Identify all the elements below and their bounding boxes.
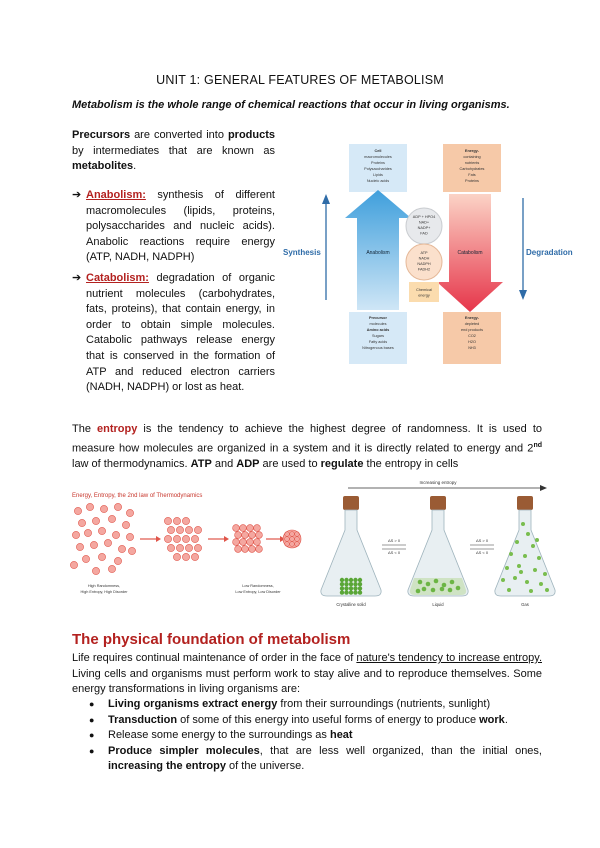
flask (495, 510, 555, 596)
diagram-box-text: Cell (374, 149, 382, 153)
arrow-bullet-icon: ➔ (72, 272, 82, 284)
catabolism-item: ➔ Catabolism: degradation of organic nutrient molecules (carbohydrates, fats, proteins), that contain energy, in order to obtain simple molecules. Catabolic pathways release energy that is conserved in the formation of ATP and reduced electron carriers (NADH, NADPH) or lost as heat. (72, 272, 275, 394)
increasing-entropy-label: Increasing entropy (419, 480, 457, 485)
particle (353, 590, 357, 594)
molecule-circle (182, 535, 189, 542)
diagram-box-text: Carbohydrates (459, 167, 485, 171)
metabolism-diagram (283, 140, 583, 368)
molecule-circle (98, 553, 105, 560)
fig-left-label-1: High Randomness, (87, 584, 121, 588)
particle (349, 590, 353, 594)
catabolism-term: Catabolism: (86, 272, 149, 284)
molecule-circle (108, 515, 115, 522)
molecule-circle (92, 567, 99, 574)
anabolism-term: Anabolism: (86, 189, 146, 201)
particle (434, 579, 439, 584)
particle (358, 582, 362, 586)
particle (533, 568, 537, 572)
flask-stopper (517, 496, 533, 510)
diagram-box-text: Sugars (371, 334, 385, 338)
particle (442, 583, 447, 588)
molecule-circle (114, 503, 121, 510)
fig-left-title: Energy, Entropy, the 2nd law of Thermodynamics (72, 493, 203, 499)
molecule-circle (126, 533, 133, 540)
molecule-circle (249, 546, 256, 553)
molecule-circle (112, 531, 119, 538)
carrier-text: NAD+ (418, 220, 430, 225)
diagram-box-text: end products (461, 328, 483, 332)
entropy-flasks-figure (318, 474, 558, 610)
molecule-circle (86, 503, 93, 510)
particle (340, 582, 344, 586)
particle (513, 576, 517, 580)
molecule-circle (122, 521, 129, 528)
particle (456, 586, 461, 591)
diagram-box-text: depleted (464, 322, 480, 326)
diagram-box-text: Fatty acids (368, 340, 388, 344)
molecule-circle (176, 544, 183, 551)
diagram-box-text: Precursor (369, 316, 387, 320)
particle (526, 532, 530, 536)
molecule-circle (249, 532, 256, 539)
molecule-circle (90, 541, 97, 548)
particle (358, 578, 362, 582)
degradation-label: Degradation (526, 248, 573, 257)
molecule-circle (176, 526, 183, 533)
molecule-circle (182, 517, 189, 524)
arrow-bullet-icon: ➔ (72, 189, 82, 201)
molecule-circle (164, 535, 171, 542)
molecule-circle (254, 525, 261, 532)
carrier-text: NADH (418, 256, 430, 261)
diagram-box-text: CO2 (468, 334, 476, 338)
carrier-text: NADP+ (417, 226, 431, 230)
particle (349, 578, 353, 582)
particle (448, 588, 453, 593)
molecule-circle (118, 545, 125, 552)
diagram-box-text: H2O (468, 340, 476, 344)
fig-right-label-2: Low Entropy, Low Disorder (235, 590, 281, 594)
list-item: ● Living organisms extract energy from their surroundings (nutrients, sunlight) (108, 697, 542, 713)
diagram-box-text: Nitrogenous bases (362, 346, 394, 350)
ds-label-4: ΔS < 0 (475, 550, 489, 555)
particle (340, 586, 344, 590)
molecule-circle (78, 519, 85, 526)
molecule-circle (98, 527, 105, 534)
molecule-circle (235, 546, 242, 553)
particle (509, 552, 513, 556)
molecule-circle (194, 544, 201, 551)
particle (545, 588, 549, 592)
diagram-box-text: nutrients (464, 161, 480, 165)
molecule-circle (185, 544, 192, 551)
particle (426, 582, 431, 587)
molecule-circle (82, 555, 89, 562)
molecule-circle (233, 525, 240, 532)
particle (517, 564, 521, 568)
molecule-circle (164, 517, 171, 524)
diagram-box-text: Amino acids (366, 328, 390, 332)
diagram-box-text: Proteins (465, 179, 479, 183)
molecule-circle (72, 531, 79, 538)
molecule-circle (256, 546, 263, 553)
particle (422, 587, 427, 592)
list-item: ● Produce simpler molecules, that are less well organized, than the initial ones, increasing the entropy of the universe. (108, 744, 542, 775)
molecule-circle (240, 539, 247, 546)
particle (344, 586, 348, 590)
molecule-circle (167, 544, 174, 551)
diagram-box-text: Nucleic acids (366, 179, 390, 183)
particle (501, 578, 505, 582)
list-item: ● Release some energy to the surroundings as heat (108, 728, 542, 744)
particle (353, 578, 357, 582)
molecule-circle (194, 526, 201, 533)
particle (519, 570, 523, 574)
diagram-box-text: macromolecules (364, 155, 392, 159)
carrier-text: NADPH (417, 262, 431, 266)
flask-stopper (430, 496, 446, 510)
carrier-text: FADH2 (417, 267, 431, 272)
particle (529, 589, 533, 593)
molecule-circle (247, 525, 254, 532)
molecule-circle (247, 539, 254, 546)
particle (525, 580, 529, 584)
particle (340, 578, 344, 582)
particle (523, 554, 527, 558)
molecule-circle (173, 553, 180, 560)
particle (450, 580, 455, 585)
molecule-circle (242, 532, 249, 539)
particle (349, 582, 353, 586)
molecule-circle (167, 526, 174, 533)
diagram-box-text: containing (463, 155, 481, 159)
section2-paragraph: Life requires continual maintenance of order in the face of nature's tendency to increase entropy. Living cells and organisms must perform work to stay alive and to reproduce themselves. Some energy transformations in living organisms are: (72, 652, 542, 696)
molecule-circle (74, 507, 81, 514)
molecule-circle (76, 543, 83, 550)
page-title: UNIT 1: GENERAL FEATURES OF METABOLISM (156, 73, 444, 87)
molecule-circle (240, 525, 247, 532)
anabolism-label: Anabolism (366, 250, 390, 256)
particle (353, 582, 357, 586)
particle (521, 522, 525, 526)
particle (344, 578, 348, 582)
flask-label-gas: Gas (521, 602, 529, 607)
particle (543, 572, 547, 576)
molecule-circle (173, 535, 180, 542)
diagram-box-text: Polysaccharides (364, 167, 392, 171)
particle (440, 587, 445, 592)
diagram-box-text: Fats (468, 173, 476, 177)
particle (358, 586, 362, 590)
particle (358, 590, 362, 594)
chemical-energy-text: energy (418, 293, 430, 298)
molecule-circle (242, 546, 249, 553)
carrier-text: ADP + HPO4 (412, 215, 436, 219)
definition: Metabolism is the whole range of chemical reactions that occur in living organisms. (72, 99, 510, 111)
flask-label-solid: Crystalline solid (336, 602, 366, 607)
list-item: ● Transduction of some of this energy into useful forms of energy to produce work. (108, 713, 542, 729)
molecule-circle (191, 553, 198, 560)
particle (344, 582, 348, 586)
chemical-energy-text: Chemical (416, 288, 432, 292)
molecule-circle (173, 517, 180, 524)
particle (505, 566, 509, 570)
diagram-box-text: Lipids (373, 173, 383, 177)
entropy-paragraph: The entropy is the tendency to achieve the highest degree of randomness. It is used to measure how molecules are organized in a system and it is directly related to energy and 2nd law of thermodynamics. ATP and ADP are used to regulate the entropy in cells (72, 423, 542, 470)
molecule-circle (100, 505, 107, 512)
particle (418, 580, 423, 585)
flask-stopper (343, 496, 359, 510)
ds-label-3: ΔS > 0 (475, 538, 489, 543)
particle (431, 588, 436, 593)
molecule-circle (108, 565, 115, 572)
synthesis-label: Synthesis (283, 248, 321, 257)
molecule-circle (233, 539, 240, 546)
particle (416, 589, 421, 594)
chemical-energy-box (409, 282, 439, 302)
molecule-circle (92, 517, 99, 524)
diagram-box-text: molecules (369, 322, 387, 326)
carrier-text: ATP (420, 251, 428, 255)
particle (340, 590, 344, 594)
molecule-circle (84, 529, 91, 536)
molecule-circle (254, 539, 261, 546)
catabolism-label: Catabolism (457, 250, 483, 256)
particle (531, 544, 535, 548)
diagram-box-text: Proteins (371, 161, 385, 165)
diagram-box-text: Energy- (464, 316, 480, 320)
molecule-circle (235, 532, 242, 539)
diagram-box-text: Energy- (464, 149, 480, 153)
molecule-circle (114, 557, 121, 564)
intro-paragraph: Precursors are converted into products by intermediates that are known as metabolites. (72, 129, 275, 173)
diagram-box-text: NH3 (468, 346, 476, 350)
particle (507, 588, 511, 592)
molecule-circle (256, 532, 263, 539)
molecule-circle (104, 539, 111, 546)
fig-right-label-1: Low Randomness, (242, 584, 274, 588)
anabolism-item: ➔ Anabolism: synthesis of different macromolecules (lipids, proteins, polysaccharides and nucleic acids). Anabolic reactions require energy (ATP, NADH, NADPH) (72, 189, 275, 264)
entropy-circles-figure (68, 485, 313, 605)
fig-left-label-2: High Entropy, High Disorder (80, 590, 128, 594)
molecule-circle (128, 547, 135, 554)
particle (515, 540, 519, 544)
molecule-circle (126, 509, 133, 516)
particle (353, 586, 357, 590)
particle (349, 586, 353, 590)
molecule-circle (185, 526, 192, 533)
particle (535, 538, 539, 542)
carrier-text: FAD (420, 231, 428, 236)
particle (537, 556, 541, 560)
molecule-circle (191, 535, 198, 542)
particle (539, 582, 543, 586)
molecule-cluster (283, 530, 301, 548)
ds-label-2: ΔS < 0 (387, 550, 401, 555)
flask-label-liquid: Liquid (432, 602, 444, 607)
particle (344, 590, 348, 594)
molecule-circle (182, 553, 189, 560)
section-heading: The physical foundation of metabolism (72, 631, 351, 648)
ds-label-1: ΔS > 0 (387, 538, 401, 543)
molecule-circle (70, 561, 77, 568)
energy-transformations-list (108, 697, 542, 775)
